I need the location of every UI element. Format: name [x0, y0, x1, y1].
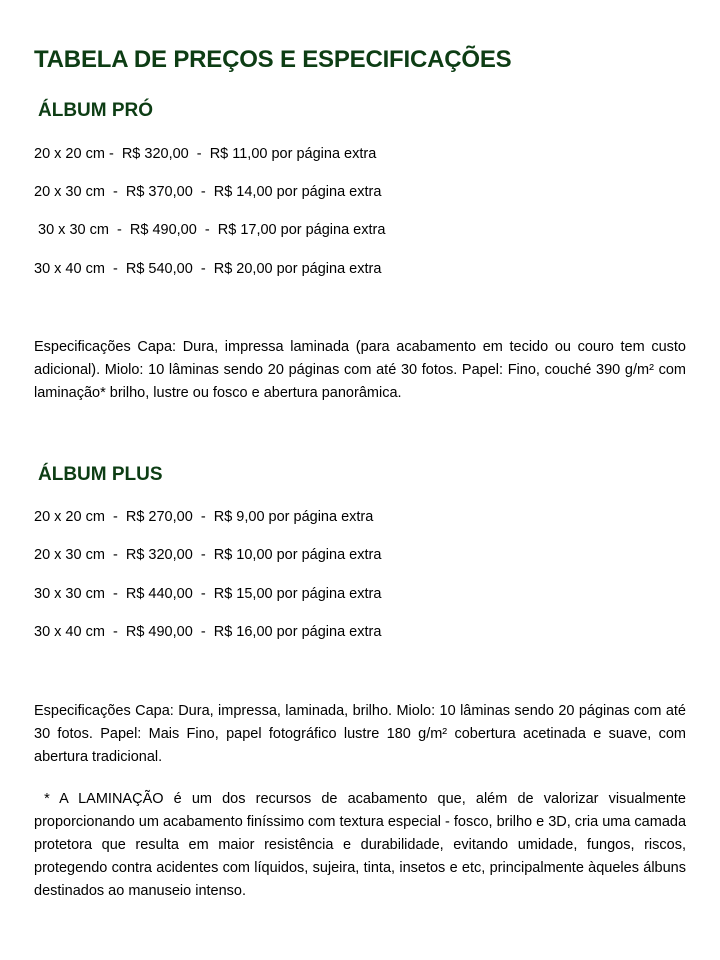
- price-line: 20 x 20 cm - R$ 270,00 - R$ 9,00 por página extra: [34, 509, 374, 525]
- price-line: 30 x 40 cm - R$ 490,00 - R$ 16,00 por página extra: [34, 624, 382, 640]
- section-title-album-plus: ÁLBUM PLUS: [38, 464, 163, 485]
- album-plus-specs: Especificações Capa: Dura, impressa, laminada, brilho. Miolo: 10 lâminas sendo 20 páginas com até 30 fotos. Papel: Mais Fino, papel fotográfico lustre 180 g/m² cobertura acetinada e suave, com abertura tradicional.: [34, 703, 686, 765]
- lamination-footnote: * A LAMINAÇÃO é um dos recursos de acabamento que, além de valorizar visualmente proporcionando um acabamento finíssimo com textura especial - fosco, brilho e 3D, cria uma camada protetora que resulta em maior resistência e durabilidade, evitando umidade, fungos, riscos, protegendo contra acidentes com líquidos, sujeira, tinta, insetos e etc, principalmente àqueles álbuns destinados ao manuseio intenso.: [34, 791, 691, 899]
- price-line: 30 x 30 cm - R$ 440,00 - R$ 15,00 por página extra: [34, 586, 382, 602]
- price-line: 20 x 30 cm - R$ 320,00 - R$ 10,00 por página extra: [34, 547, 382, 563]
- price-line: 20 x 30 cm - R$ 370,00 - R$ 14,00 por página extra: [34, 184, 382, 200]
- price-line: 30 x 40 cm - R$ 540,00 - R$ 20,00 por página extra: [34, 261, 382, 277]
- section-title-album-pro: ÁLBUM PRÓ: [38, 100, 154, 121]
- album-pro-specs: Especificações Capa: Dura, impressa laminada (para acabamento em tecido ou couro tem custo adicional). Miolo: 10 lâminas sendo 20 páginas com até 30 fotos. Papel: Fino, couché 390 g/m² com laminação* brilho, lustre ou fosco e abertura panorâmica.: [34, 339, 686, 401]
- page-title: TABELA DE PREÇOS E ESPECIFICAÇÕES: [34, 46, 512, 73]
- price-line: 20 x 20 cm - R$ 320,00 - R$ 11,00 por página extra: [34, 146, 377, 162]
- price-line: 30 x 30 cm - R$ 490,00 - R$ 17,00 por página extra: [34, 222, 386, 238]
